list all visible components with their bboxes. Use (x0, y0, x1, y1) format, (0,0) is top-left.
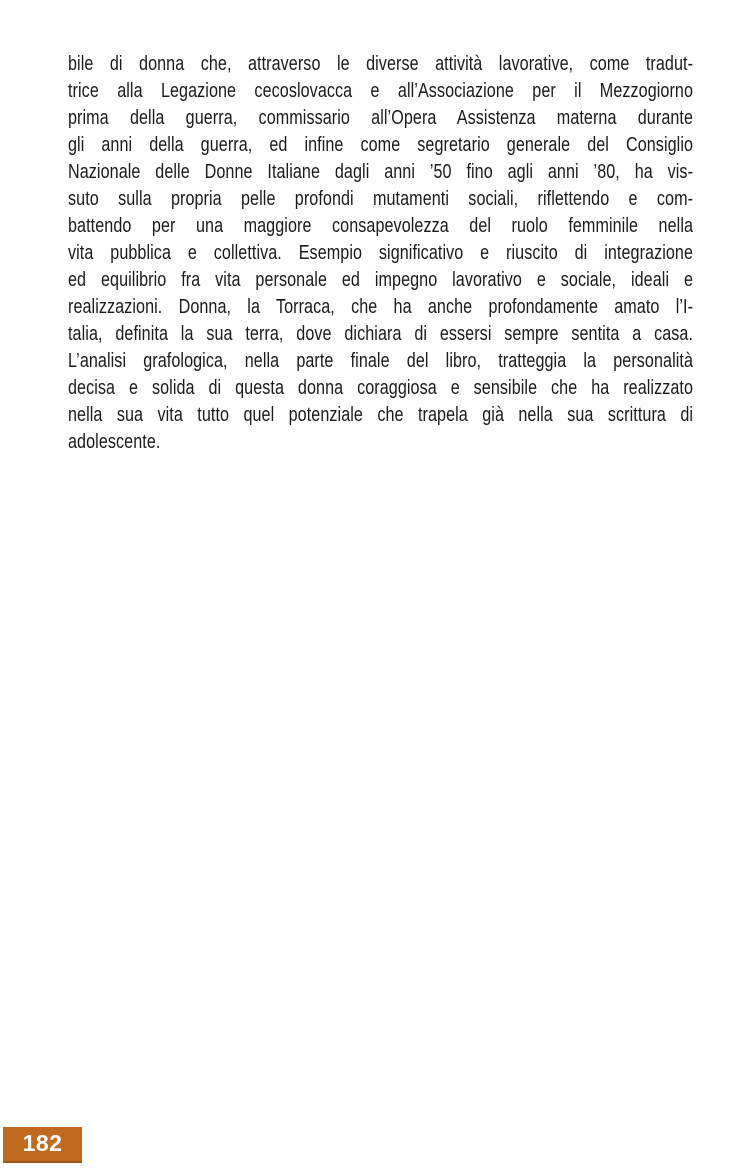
text-line: decisa e solida di questa donna coraggiosa e sensibile che ha realizzato (68, 377, 694, 399)
text-line: bile di donna che, attraverso le diverse attività lavorative, come tradut- (68, 53, 694, 75)
text-line: realizzazioni. Donna, la Torraca, che ha anche profondamente amato l’I- (68, 296, 694, 318)
paragraph (68, 51, 693, 456)
text-line: L’analisi grafologica, nella parte finale del libro, tratteggia la personalità (68, 350, 694, 372)
text-line: talia, definita la sua terra, dove dichiara di essersi sempre sentita a casa. (68, 323, 694, 345)
page-number-box (3, 1127, 82, 1163)
text-line: Nazionale delle Donne Italiane dagli anni ’50 fino agli anni ’80, ha vis- (68, 161, 694, 183)
text-line: prima della guerra, commissario all’Opera Assistenza materna durante (68, 107, 694, 129)
text-line: battendo per una maggiore consapevolezza del ruolo femminile nella (68, 215, 694, 237)
text-line: adolescente. (68, 431, 161, 453)
text-line: nella sua vita tutto quel potenziale che trapela già nella sua scrittura di (68, 404, 694, 426)
text-line: ed equilibrio fra vita personale ed impegno lavorativo e sociale, ideali e (68, 269, 694, 291)
page-number: 182 (22, 1129, 63, 1156)
text-line: suto sulla propria pelle profondi mutamenti sociali, riflettendo e com- (68, 188, 694, 210)
text-line: trice alla Legazione cecoslovacca e all’Associazione per il Mezzogiorno (68, 80, 694, 102)
text-line: vita pubblica e collettiva. Esempio significativo e riuscito di integrazione (68, 242, 694, 264)
text-line: gli anni della guerra, ed infine come segretario generale del Consiglio (68, 134, 694, 156)
